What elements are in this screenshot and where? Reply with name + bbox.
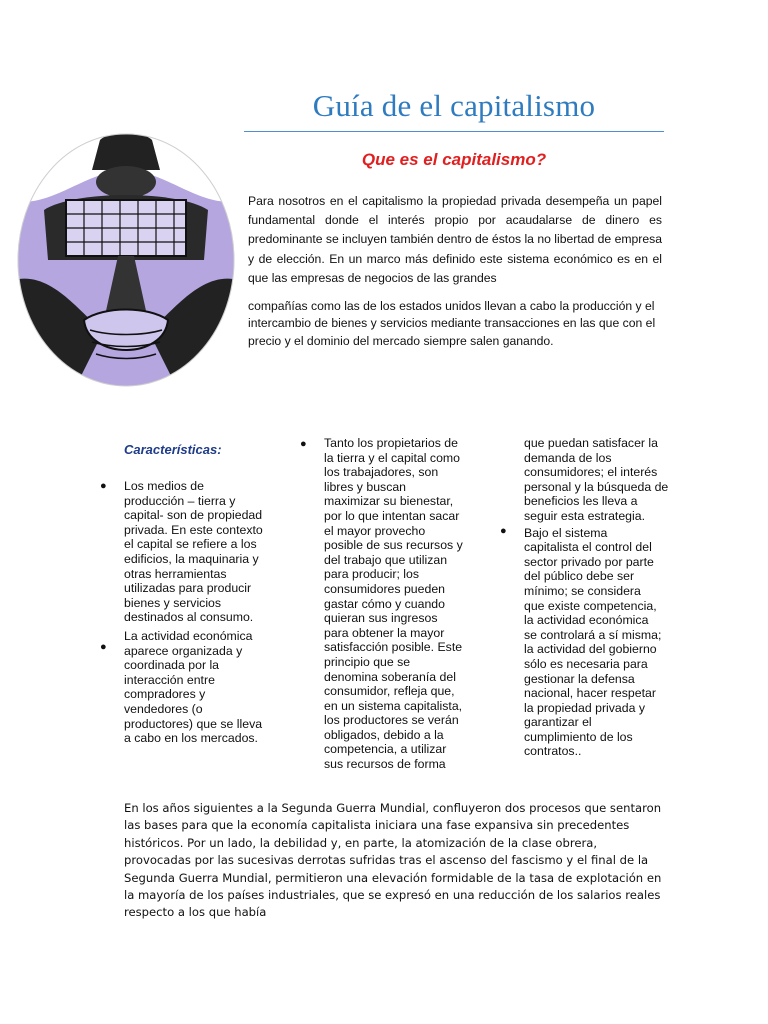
list-item: Bajo el sistema capitalista el control del sector privado por parte del público debe ser mínimo; se considera que existe competencia, la actividad económica se controlará a sí misma; la actividad del gobierno sólo es necesaria para gestionar la defensa nacional, hacer respetar la propiedad privada y garantizar el cumplimiento de los contratos.. <box>524 525 662 759</box>
list-item: La actividad económica aparece organizada y coordinada por la interacción entre compradores y vendedores (o productores) que se lleva a cabo en los mercados. <box>124 628 263 746</box>
characteristics-column-1 <box>124 479 264 746</box>
list-item-continued: que puedan satisfacer la demanda de los consumidores; el interés personal y la búsqueda de beneficios les lleva a seguir esta estrategia. <box>524 436 669 523</box>
characteristics-heading: Características: <box>124 442 222 457</box>
list-item: Los medios de producción – tierra y capital- son de propiedad privada. En este contexto el capital se refiere a los edificios, la maquinaria y otras herramientas utilizadas para producir bienes y servicios destinados al consumo. <box>124 479 263 625</box>
bullet-icon: ● <box>100 480 107 492</box>
capitalism-illustration <box>14 130 238 390</box>
bullet-icon: ● <box>500 525 507 537</box>
title-divider <box>244 131 664 132</box>
section-subtitle: Que es el capitalismo? <box>361 150 547 169</box>
characteristics-column-2 <box>324 436 464 772</box>
bullet-icon: ● <box>300 438 307 450</box>
bullet-icon: ● <box>100 641 107 653</box>
characteristics-column-3 <box>524 436 694 759</box>
closing-paragraph: En los años siguientes a la Segunda Guerra Mundial, confluyeron dos procesos que sentaron las bases para que la economía capitalista iniciara una fase expansiva sin precedentes históricos. Por un lado, la debilidad y, en parte, la atomización de la clase obrera, provocadas por las sucesivas derrotas sufridas tras el ascenso del fascismo y el final de la Segunda Guerra Mundial, permitieron una elevación formidable de la tasa de explotación en la mayoría de los países industriales, que se expresó en una reducción de los salarios reales respecto a los que había <box>124 801 662 920</box>
list-item: Tanto los propietarios de la tierra y el capital como los trabajadores, son libres y buscan maximizar su bienestar, por lo que intentan sacar el mayor provecho posible de sus recursos y del trabajo que utilizan para producir; los consumidores pueden gastar cómo y cuando quieran sus ingresos para obtener la mayor satisfacción posible. Este principio que se denomina soberanía del consumidor, refleja que, en un sistema capitalista, los productores se verán obligados, debido a la competencia, a utilizar sus recursos de forma <box>324 436 463 772</box>
intro-paragraph: Para nosotros en el capitalismo la propiedad privada desempeña un papel fundamental donde el interés propio por acaudalarse de dinero es predominante se incluyen también dentro de éstos la no libertad de empresa y de elección. En un marco más definido este sistema económico es en el que las empresas de negocios de las grandes <box>248 194 662 285</box>
intro-paragraph-continued: compañías como las de los estados unidos llevan a cabo la producción y el intercambio de bienes y servicios mediante transacciones en las que con el precio y el dominio del mercado siempre salen ganando. <box>248 299 656 348</box>
page-title: Guía de el capitalismo <box>312 88 596 123</box>
